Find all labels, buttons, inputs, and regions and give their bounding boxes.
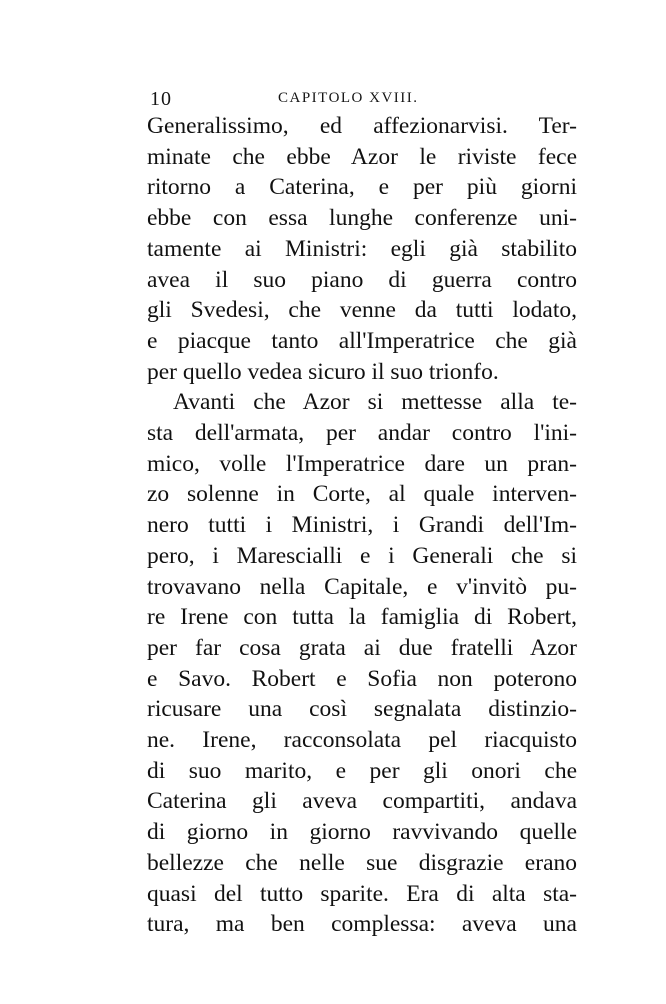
- text-line: e Savo. Robert e Sofia non poterono: [147, 665, 577, 692]
- running-head: [150, 88, 576, 112]
- text-line: Generalissimo, ed affezionarvisi. Ter-: [147, 113, 577, 139]
- text-line: ne. Irene, racconsolata pel riacquisto: [147, 727, 577, 754]
- text-line: Avanti che Azor si mettesse alla te-: [173, 389, 577, 416]
- chapter-title: CAPITOLO XVIII.: [278, 90, 419, 106]
- text-line: tura, ma ben complessa: aveva una: [147, 911, 577, 938]
- text-line: minate che ebbe Azor le riviste fece: [147, 143, 577, 170]
- page-number: 10: [150, 88, 172, 110]
- text-line: per far cosa grata ai due fratelli Azor: [147, 634, 577, 661]
- text-line: zo solenne in Corte, al quale interven-: [147, 481, 577, 508]
- text-line: quasi del tutto sparite. Era di alta sta-: [147, 880, 577, 907]
- text-line: Caterina gli aveva compartiti, andava: [147, 788, 577, 815]
- text-line: pero, i Marescialli e i Generali che si: [147, 542, 577, 569]
- text-line: di giorno in giorno ravvivando quelle: [147, 819, 577, 846]
- text-line: nero tutti i Ministri, i Grandi dell'Im-: [147, 512, 577, 539]
- text-line: tamente ai Ministri: egli già stabilito: [147, 235, 577, 262]
- text-line: sta dell'armata, per andar contro l'ini-: [147, 420, 577, 447]
- body-text: [147, 111, 577, 940]
- text-line: e piacque tanto all'Imperatrice che già: [147, 327, 577, 354]
- text-line: trovavano nella Capitale, e v'invitò pu-: [147, 573, 577, 600]
- text-line: di suo marito, e per gli onori che: [147, 757, 577, 784]
- text-line: re Irene con tutta la famiglia di Robert,: [147, 604, 577, 631]
- text-line: per quello vedea sicuro il suo trionfo.: [147, 358, 499, 385]
- text-line: ricusare una così segnalata distinzio-: [147, 696, 577, 723]
- text-line: mico, volle l'Imperatrice dare un pran-: [147, 450, 577, 477]
- text-line: bellezze che nelle sue disgrazie erano: [147, 849, 577, 876]
- text-line: avea il suo piano di guerra contro: [147, 266, 577, 293]
- text-line: gli Svedesi, che venne da tutti lodato,: [147, 297, 577, 324]
- text-line: ritorno a Caterina, e per più giorni: [147, 174, 577, 201]
- text-line: ebbe con essa lunghe conferenze uni-: [147, 205, 577, 232]
